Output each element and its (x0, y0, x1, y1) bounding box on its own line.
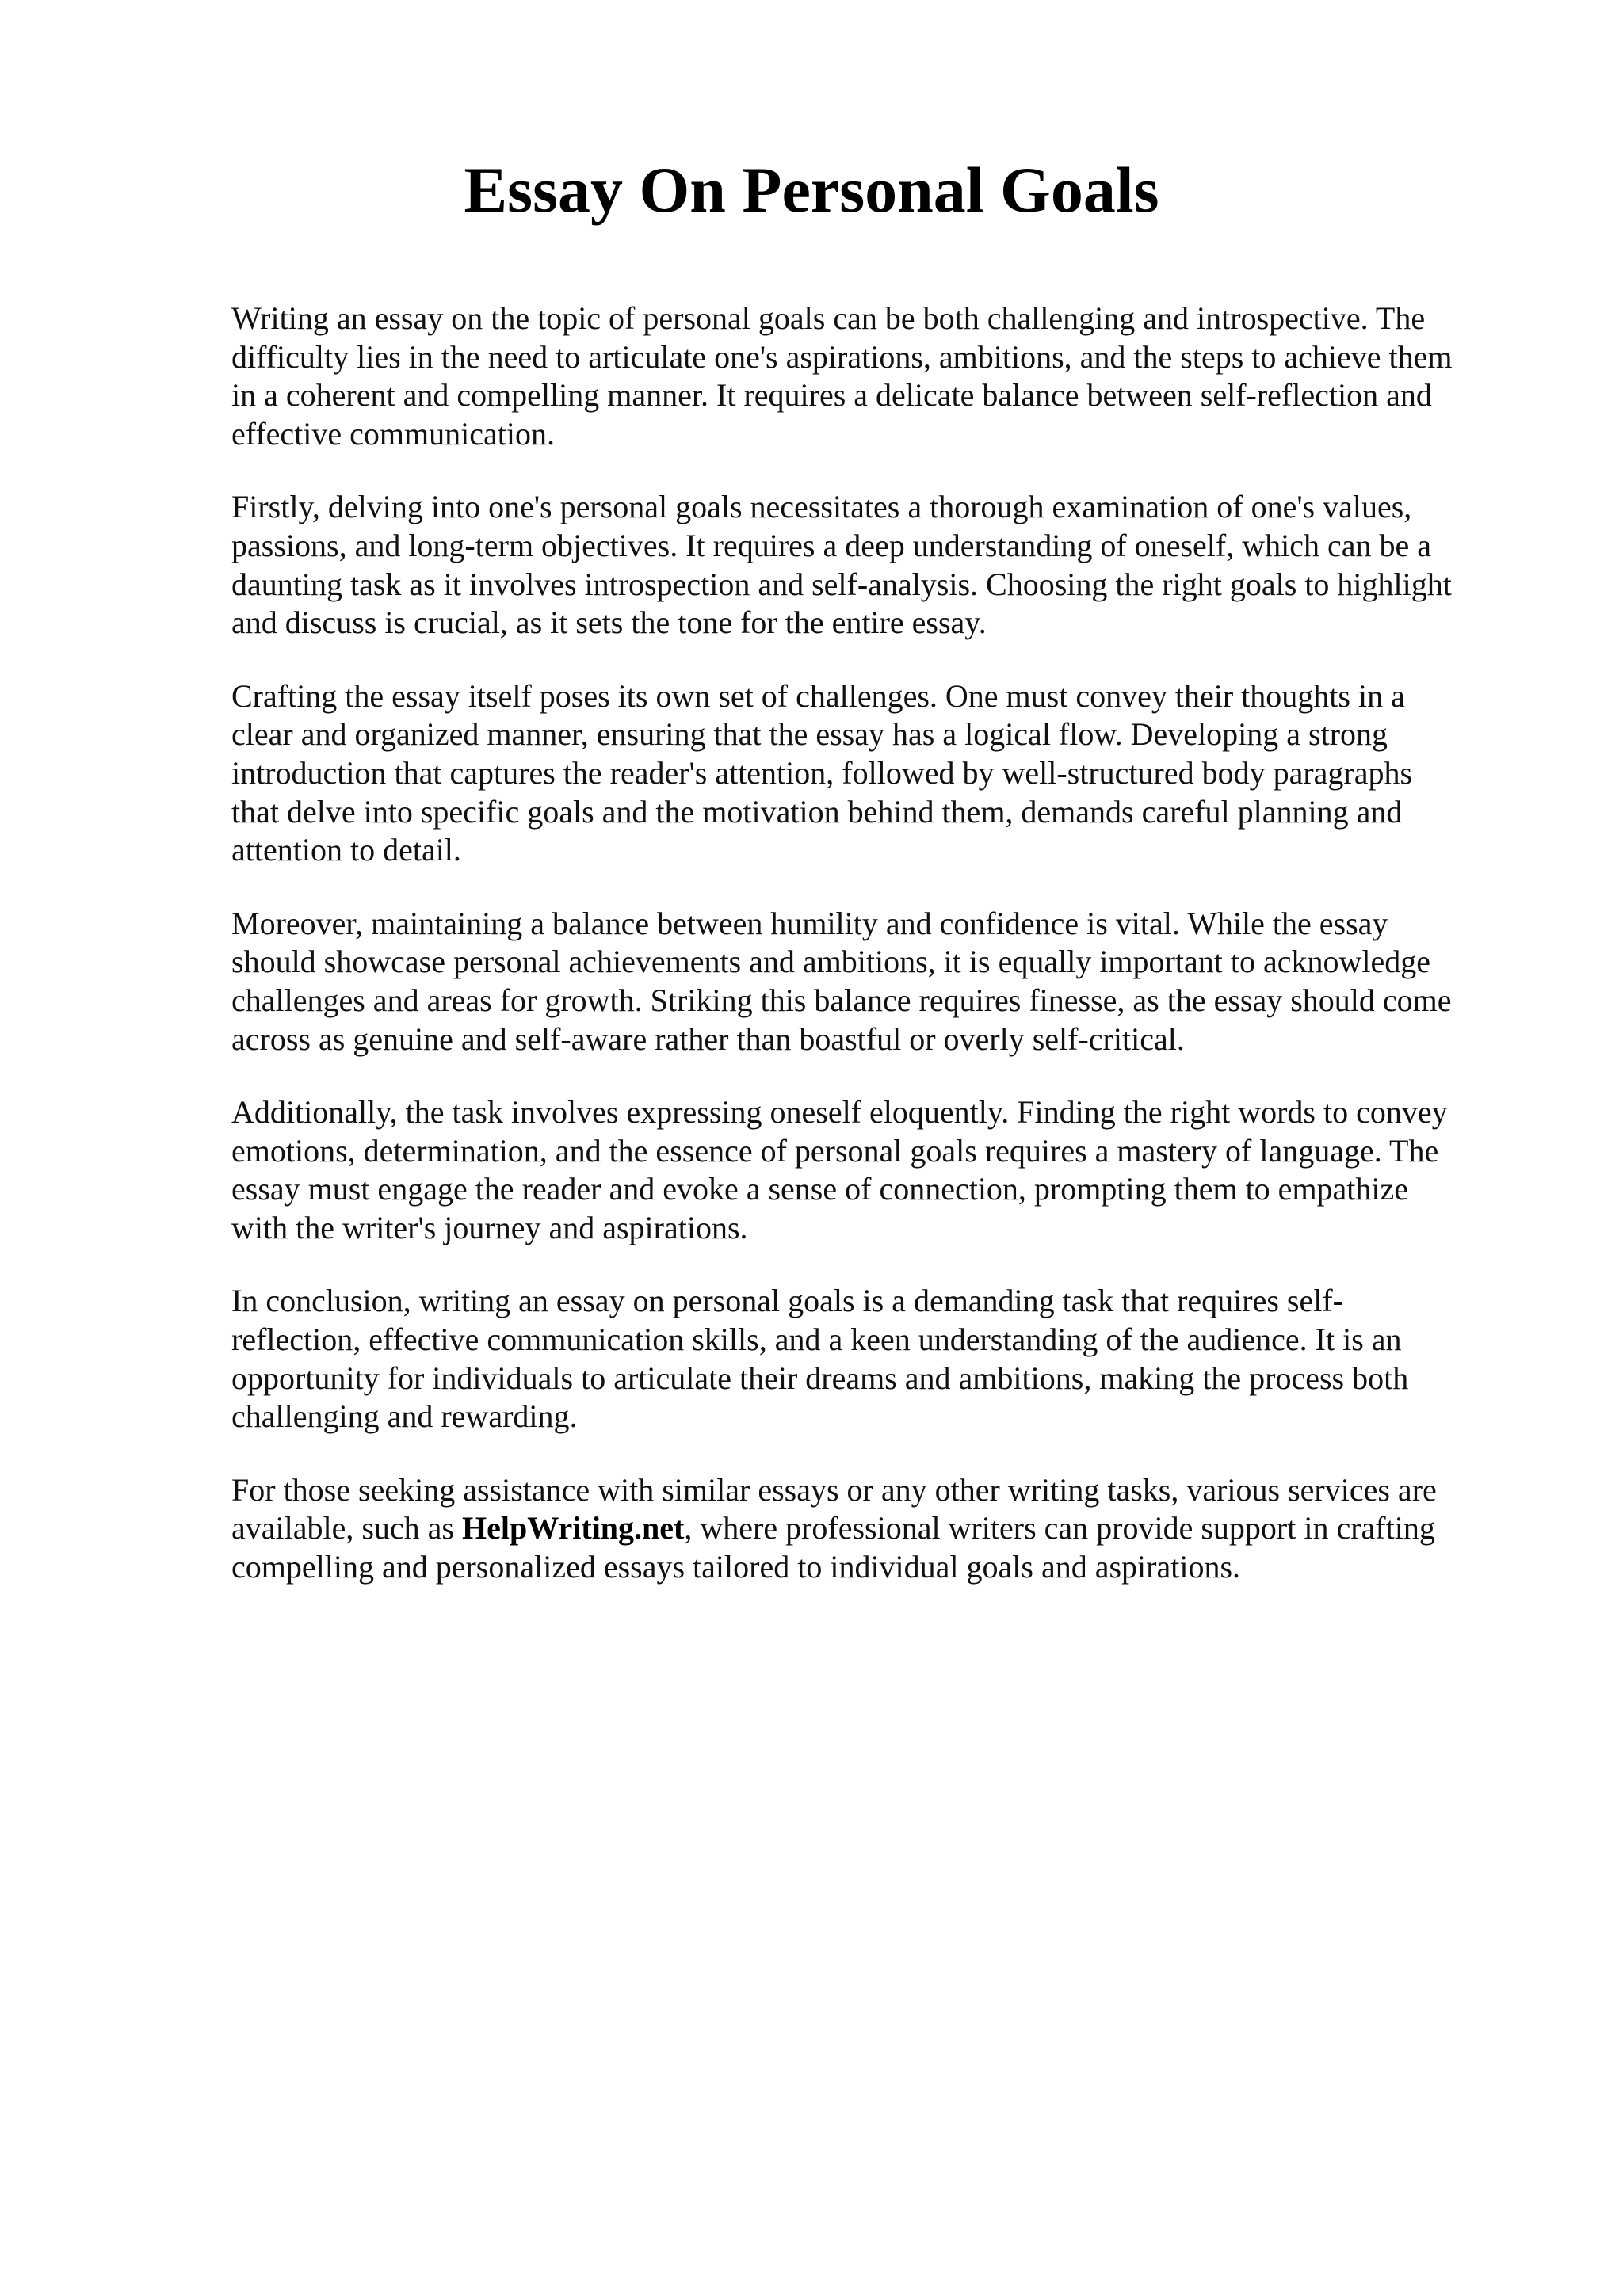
paragraph-line: Crafting the essay itself poses its own set of challenges. One must convey their thoughts in a (231, 677, 1405, 714)
paragraph-line: introduction that captures the reader's attention, followed by well-structured body paragraphs (231, 754, 1413, 791)
paragraph-line: For those seeking assistance with similar essays or any other writing tasks, various services are (231, 1471, 1437, 1508)
document-body (231, 299, 1499, 1622)
paragraph-5 (231, 1093, 1499, 1247)
paragraph-line: challenging and rewarding. (231, 1398, 578, 1435)
paragraph-3 (231, 677, 1499, 870)
paragraph-line: passions, and long-term objectives. It requires a deep understanding of oneself, which can be a (231, 527, 1431, 563)
document-title: Essay On Personal Goals (464, 154, 1159, 226)
paragraph-line: Additionally, the task involves expressing oneself eloquently. Finding the right words to convey (231, 1094, 1448, 1131)
paragraph-1 (231, 299, 1499, 453)
paragraph-line: Writing an essay on the topic of personal goals can be both challenging and introspective. The (231, 300, 1426, 336)
paragraph-line: essay must engage the reader and evoke a sense of connection, prompting them to empathize (231, 1171, 1409, 1207)
closing-text-before-link: available, such as (231, 1510, 454, 1547)
paragraph-line: with the writer's journey and aspirations. (231, 1209, 748, 1245)
paragraph-line-with-link (231, 1509, 1499, 1548)
paragraph-line: In conclusion, writing an essay on personal goals is a demanding task that requires self- (231, 1283, 1343, 1319)
paragraph-4 (231, 905, 1499, 1058)
paragraph-line: Firstly, delving into one's personal goals necessitates a thorough examination of one's values, (231, 489, 1412, 525)
paragraph-line: emotions, determination, and the essence of personal goals requires a mastery of language. The (231, 1132, 1439, 1169)
paragraph-line: attention to detail. (231, 832, 461, 868)
paragraph-6 (231, 1282, 1499, 1436)
paragraph-line: daunting task as it involves introspection and self-analysis. Choosing the right goals to highlight (231, 566, 1452, 602)
helpwriting-link[interactable]: HelpWriting.net (462, 1510, 685, 1547)
paragraph-line: compelling and personalized essays tailored to individual goals and aspirations. (231, 1549, 1241, 1585)
paragraph-line: across as genuine and self-aware rather than boastful or overly self-critical. (231, 1020, 1185, 1057)
paragraph-line: clear and organized manner, ensuring that the essay has a logical flow. Developing a strong (231, 716, 1388, 753)
paragraph-line: challenges and areas for growth. Striking this balance requires finesse, as the essay should come (231, 982, 1452, 1018)
paragraph-line: reflection, effective communication skills, and a keen understanding of the audience. It is an (231, 1322, 1402, 1358)
paragraph-2 (231, 488, 1499, 642)
paragraph-line: should showcase personal achievements and ambitions, it is equally important to acknowledge (231, 944, 1430, 980)
paragraph-closing (231, 1471, 1499, 1587)
paragraph-line: in a coherent and compelling manner. It requires a delicate balance between self-reflection and (231, 377, 1432, 414)
paragraph-line: Moreover, maintaining a balance between humility and confidence is vital. While the essay (231, 905, 1388, 941)
closing-text-after-link: , where professional writers can provide support in crafting (684, 1510, 1435, 1547)
paragraph-line: opportunity for individuals to articulate their dreams and ambitions, making the process both (231, 1360, 1409, 1396)
paragraph-line: difficulty lies in the need to articulate one's aspirations, ambitions, and the steps to achieve them (231, 338, 1453, 375)
paragraph-line: effective communication. (231, 415, 555, 452)
paragraph-line: that delve into specific goals and the motivation behind them, demands careful planning and (231, 793, 1403, 830)
paragraph-line: and discuss is crucial, as it sets the tone for the entire essay. (231, 605, 987, 641)
